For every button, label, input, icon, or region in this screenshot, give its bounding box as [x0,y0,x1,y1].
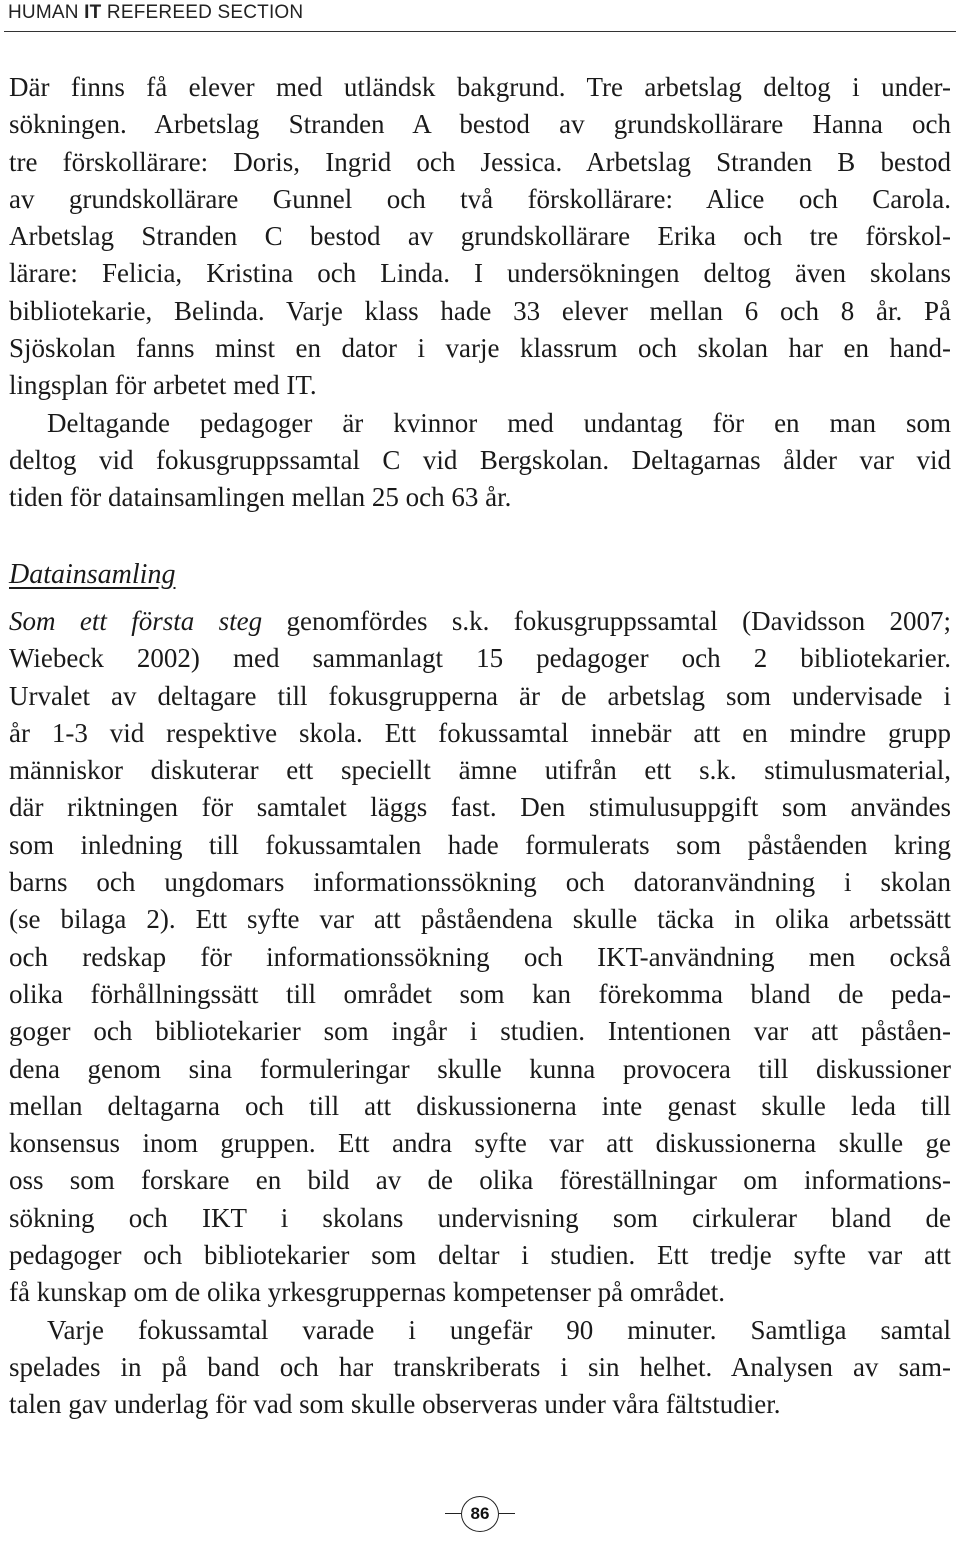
body-line: Deltagande pedagoger är kvinnor med undantag för en man som [47,407,951,438]
body-line: konsensus inom gruppen. Ett andra syfte var att diskussionerna skulle ge [9,1128,951,1159]
body-line: där riktningen för samtalet läggs fast. Den stimulusuppgift som användes [9,792,951,823]
body-text-top [9,69,951,517]
body-line: barns och ungdomars informationssökning och datoranvändning i skolan [9,867,951,898]
body-text-methods [9,603,951,1424]
body-line: som inledning till fokussamtalen hade formulerats som påståenden kring [9,829,951,860]
body-line: Sjöskolan fanns minst en dator i varje klassrum och skolan har en hand- [9,333,951,364]
body-line: (se bilaga 2). Ett syfte var att påståendena skulle täcka in olika arbetssätt [9,904,951,935]
body-line: tre förskollärare: Doris, Ingrid och Jessica. Arbetslag Stranden B bestod [9,146,951,177]
body-line: få kunskap om de olika yrkesgruppernas kompetenser på området. [9,1277,726,1308]
body-line: talen gav underlag för vad som skulle observeras under våra fältstudier. [9,1389,781,1420]
header-it: IT [84,2,102,23]
page-number-rule-left [445,1513,461,1514]
page-number: 86 [461,1496,499,1532]
body-line: av grundskollärare Gunnel och två förskollärare: Alice och Carola. [9,183,951,214]
body-line: spelades in på band och har transkriberats i sin helhet. Analysen av sam- [9,1351,951,1382]
header-left: HUMAN [8,2,85,23]
body-line: lärare: Felicia, Kristina och Linda. I undersökningen deltog även skolans [9,258,951,289]
body-line: Wiebeck 2002) med sammanlagt 15 pedagoger och 2 bibliotekarier. [9,643,951,674]
body-line: sökning och IKT i skolans undervisning som cirkulerar bland de [9,1202,951,1233]
body-line: lingsplan för arbetet med IT. [9,370,317,401]
first-line-rest: genomfördes s.k. fokusgruppssamtal (Davidsson 2007; [262,606,952,636]
body-line: deltog vid fokusgruppssamtal C vid Bergskolan. Deltagarnas ålder var vid [9,444,951,475]
body-line: tiden för datainsamlingen mellan 25 och 63 år. [9,482,512,513]
body-line: goger och bibliotekarier som ingår i studien. Intentionen var att påståen- [9,1016,951,1047]
italic-lead: Som ett första steg [9,606,263,636]
body-line: oss som forskare en bild av de olika föreställningar om informations- [9,1165,951,1196]
body-line: bibliotekarie, Belinda. Varje klass hade 33 elever mellan 6 och 8 år. På [9,295,951,326]
body-line: och redskap för informationssökning och IKT-användning men också [9,941,951,972]
body-line [9,603,951,640]
body-line: år 1-3 vid respektive skola. Ett fokussamtal innebär att en mindre grupp [9,717,951,748]
body-line: sökningen. Arbetslag Stranden A bestod av grundskollärare Hanna och [9,109,951,140]
running-header [8,2,303,24]
header-right: REFEREED SECTION [101,2,304,23]
body-line: olika förhållningssätt till området som kan förekomma bland de peda- [9,978,951,1009]
body-line: dena genom sina formuleringar skulle kunna provocera till diskussioner [9,1053,951,1084]
body-line: Urvalet av deltagare till fokusgrupperna är de arbetslag som undervisade i [9,680,951,711]
body-line: mellan deltagarna och till att diskussionerna inte genast skulle leda till [9,1090,951,1121]
header-rule [4,31,956,32]
body-line: människor diskuterar ett speciellt ämne utifrån ett s.k. stimulusmaterial, [9,755,951,786]
page-number-badge [445,1496,515,1532]
section-heading: Datainsamling [9,559,176,590]
body-line: Där finns få elever med utländsk bakgrund. Tre arbetslag deltog i under- [9,72,951,102]
body-line: Varje fokussamtal varade i ungefär 90 minuter. Samtliga samtal [47,1314,951,1345]
body-line: Arbetslag Stranden C bestod av grundskollärare Erika och tre förskol- [9,221,951,252]
body-line: pedagoger och bibliotekarier som deltar i studien. Ett tredje syfte var att [9,1240,951,1271]
page-number-rule-right [499,1513,515,1514]
